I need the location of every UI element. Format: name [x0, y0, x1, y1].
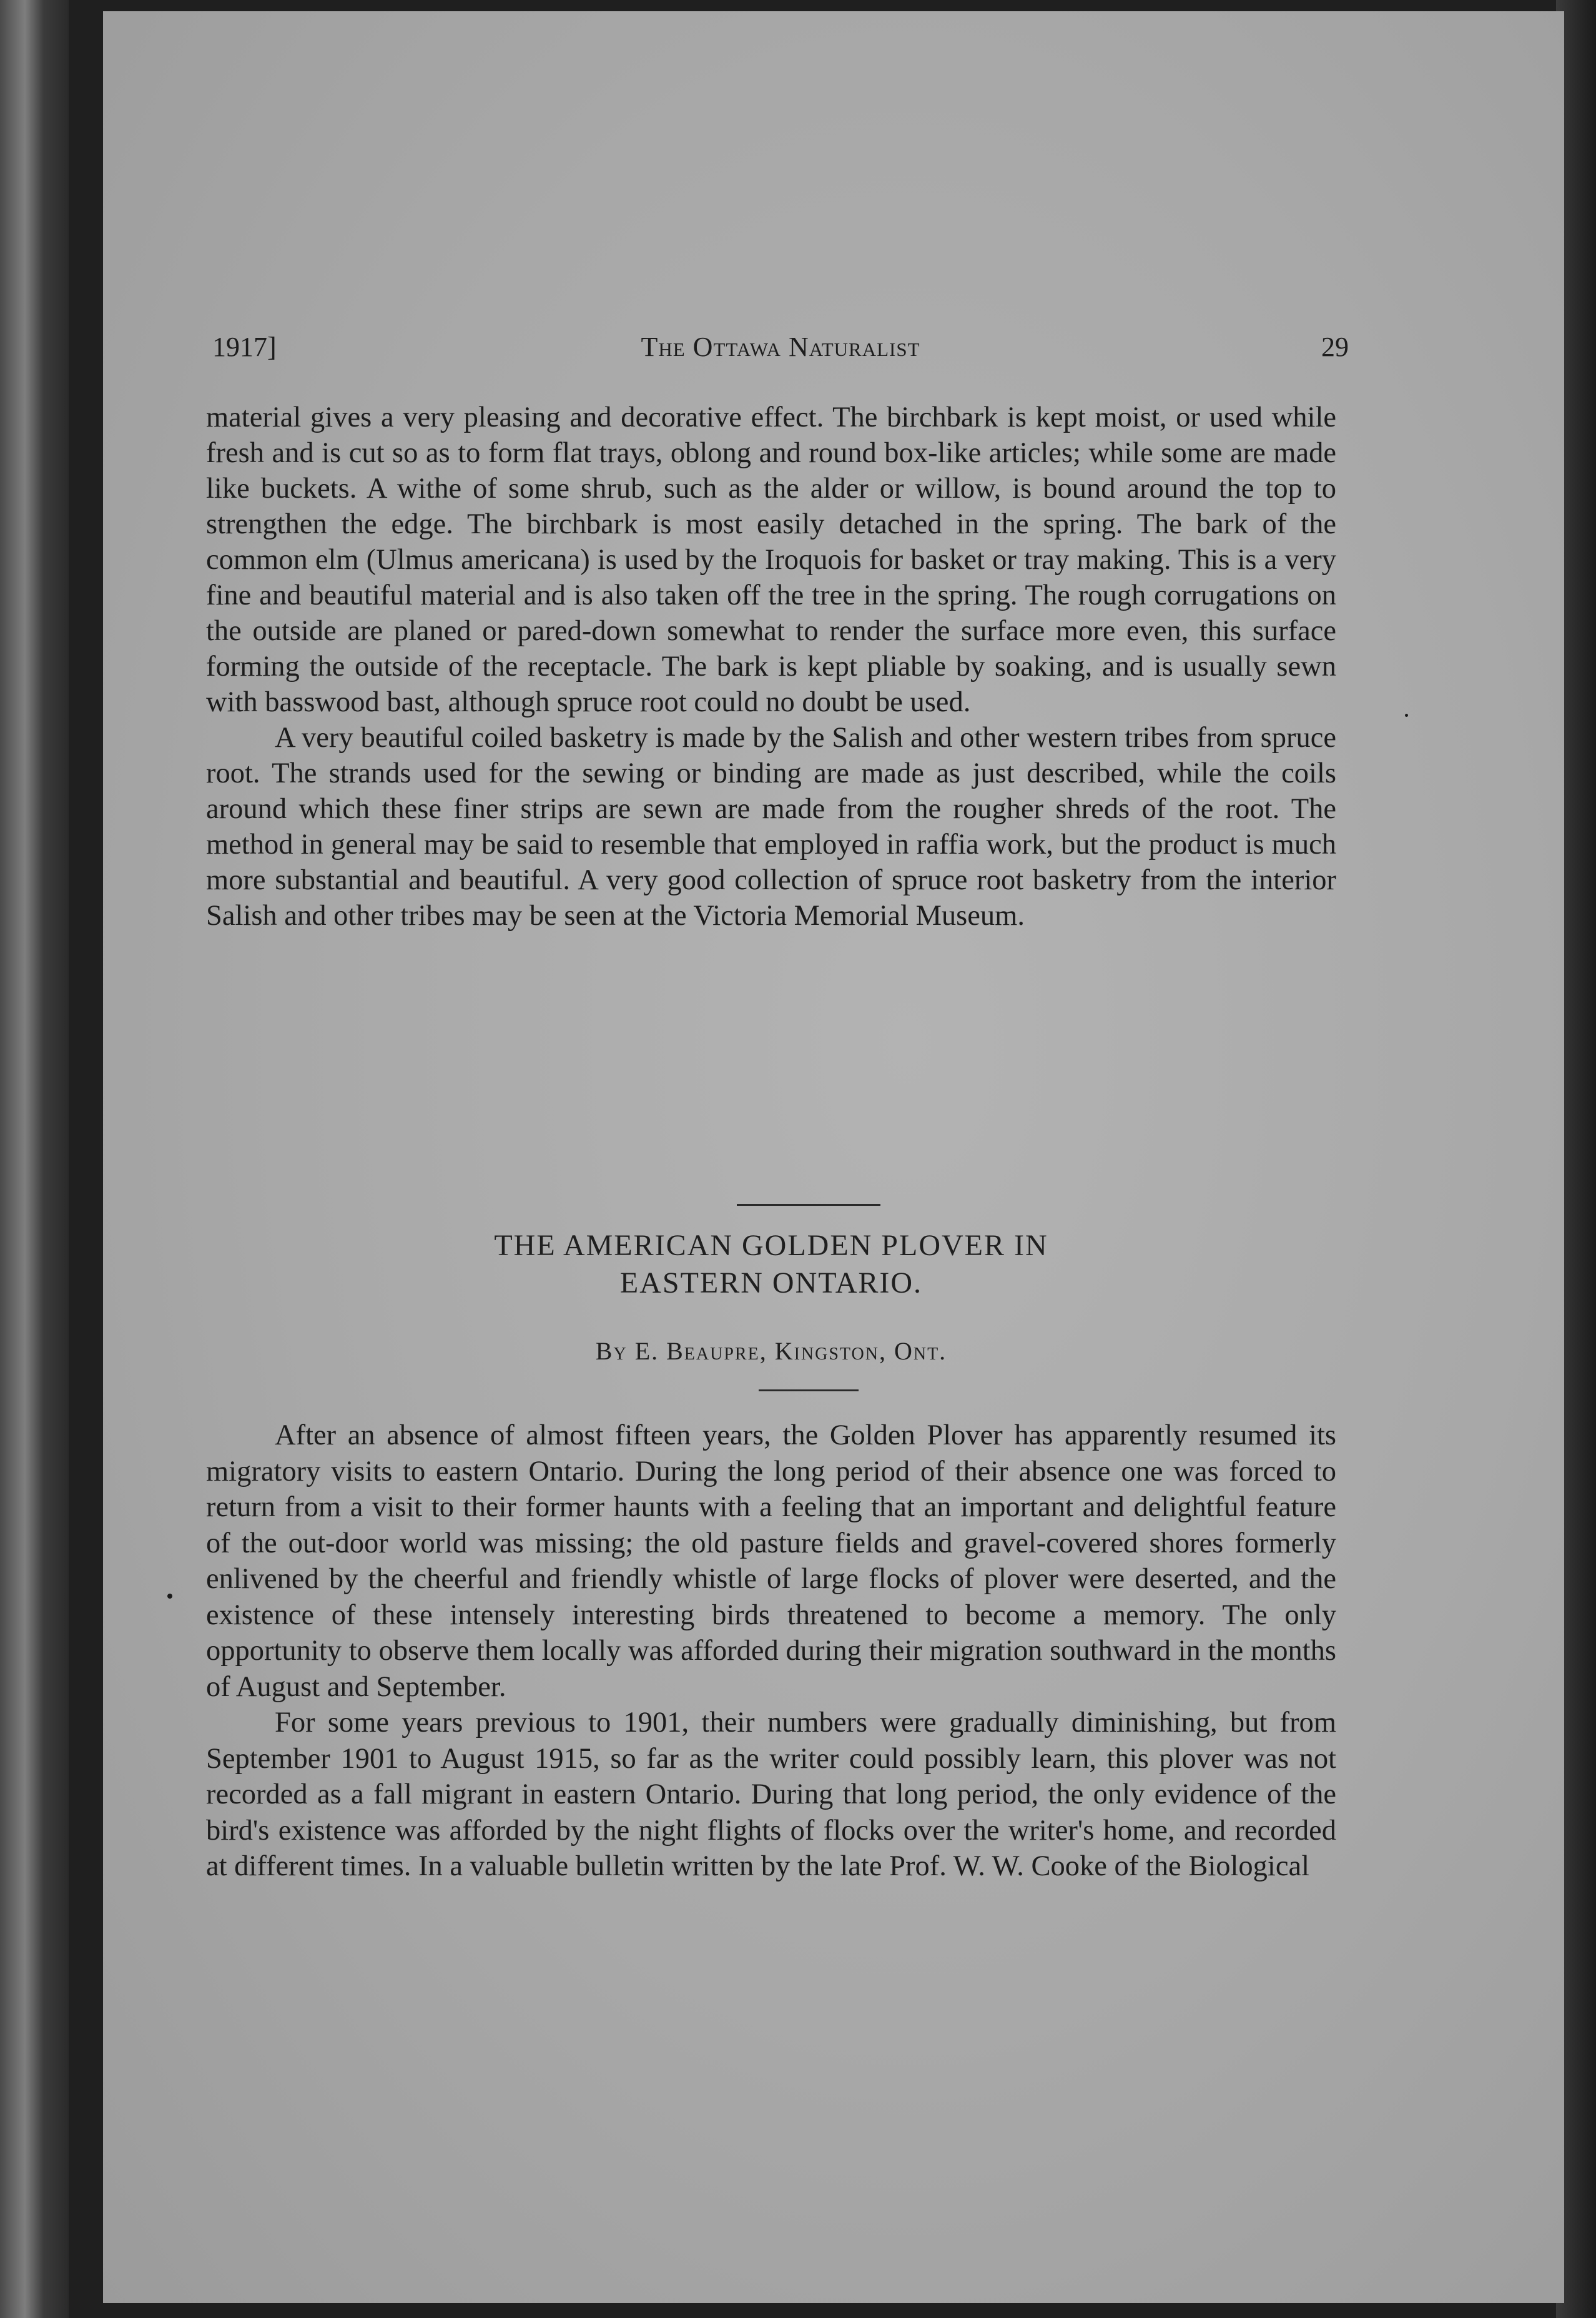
article-title-line-2: EASTERN ONTARIO. — [619, 1266, 923, 1300]
article-title-line-1: THE AMERICAN GOLDEN PLOVER IN — [494, 1229, 1048, 1262]
article-title — [206, 1227, 1336, 1302]
book-spine-left — [0, 0, 69, 2318]
paragraph: material gives a very pleasing and decorative effect. The birchbark is kept moist, or used while fresh and is cut so as to form flat trays, oblong and round box-like articles; while some are made like buckets. A withe of some shrub, such as the alder or willow, is bound around the top to strengthen the edge. The birchbark is most easily detached in the spring. The bark of the common elm (Ulmus americana) is used by the Iroquois for basket or tray making. This is a very fine and beautiful material and is also taken off the tree in the spring. The rough corrugations on the outside are planed or pared-down somewhat to render the surface more even, this surface forming the outside of the receptacle. The bark is kept pliable by soaking, and is usually sewn with basswood bast, although spruce root could no doubt be used. — [206, 402, 1336, 718]
scan-speck — [167, 1594, 172, 1599]
running-head — [212, 331, 1349, 368]
page-number: 29 — [1321, 332, 1349, 362]
continued-article-text — [206, 400, 1336, 934]
byline-divider — [759, 1389, 859, 1391]
running-head-year: 1917] — [212, 332, 277, 362]
scan-speck — [1405, 714, 1408, 717]
paragraph: For some years previous to 1901, their numbers were gradually diminishing, but from September 1901 to August 1915, so far as the writer could possibly learn, this plover was not recorded as a fall migrant in eastern Ontario. During that long period, the only evidence of the bird's existence was afforded by the night flights of flocks over the writer's home, and recorded at different times. In a valuable bulletin written by the late Prof. W. W. Cooke of the Biological — [206, 1707, 1336, 1882]
paragraph: After an absence of almost fifteen years, the Golden Plover has apparently resumed its migratory visits to eastern Ontario. During the long period of their absence one was forced to return from a visit to their former haunts with a feeling that an important and delightful feature of the out-door world was missing; the old pasture fields and gravel-covered shores formerly enlivened by the cheerful and friendly whistle of large flocks of plover were deserted, and the existence of these intensely interesting birds threatened to become a memory. The only opportunity to observe them locally was afforded during their migration southward in the months of August and September. — [206, 1419, 1336, 1703]
section-divider — [737, 1204, 880, 1206]
article-body — [206, 1418, 1336, 1885]
running-head-journal: The Ottawa Naturalist — [641, 332, 920, 362]
article-byline: By E. Beaupre, Kingston, Ont. — [595, 1337, 947, 1365]
paragraph: A very beautiful coiled basketry is made by the Salish and other western tribes from spruce root. The strands used for the sewing or binding are made as just described, while the coils around which these finer strips are sewn are made from the rougher shreds of the root. The method in general may be said to resemble that employed in raffia work, but the product is much more substantial and beautiful. A very good collection of spruce root basketry from the interior Salish and other tribes may be seen at the Victoria Memorial Museum. — [206, 722, 1336, 932]
